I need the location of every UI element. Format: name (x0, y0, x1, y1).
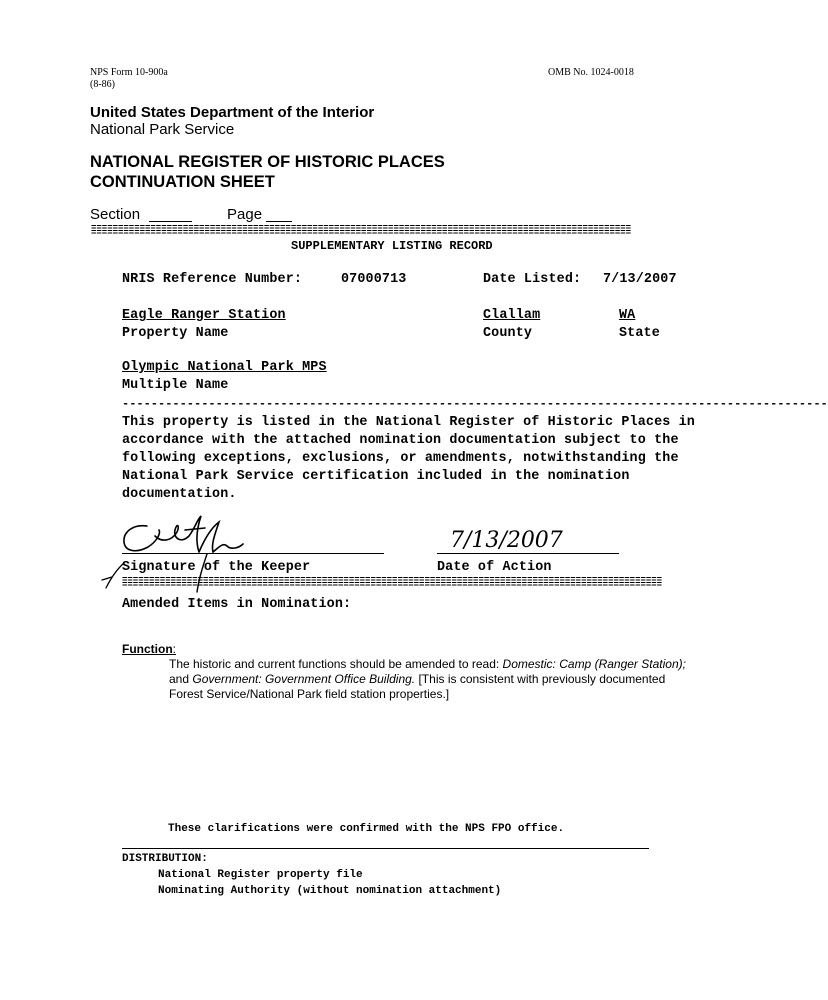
keeper-label: Signature of the Keeper (122, 560, 311, 575)
action-date-line (437, 553, 619, 554)
amendments-heading: Amended Items in Nomination: (122, 597, 352, 612)
county-label: County (483, 326, 533, 341)
state-label: State (619, 326, 660, 341)
header-separator: ==================================================================================================== ==================================================================================================== (91, 223, 632, 238)
keeper-signature (115, 508, 300, 606)
confirmation-note: These clarifications were confirmed with the NPS FPO office. (168, 823, 565, 835)
distribution-item: Nominating Authority (without nomination attachment) (158, 885, 502, 897)
statement-separator: -------------------------------------------------------------------------------------------------- (122, 397, 828, 411)
date-listed-value: 7/13/2007 (603, 272, 677, 287)
section-label: Section (90, 206, 141, 223)
multiple-name-value: Olympic National Park MPS (122, 360, 327, 375)
form-date: (8-86) (90, 79, 115, 90)
function-amendment-text: The historic and current functions should be amended to read: Domestic: Camp (Ranger Station); and Government: Government Office Building. [This is consistent with previously documented Forest Service/National Park field station properties.] (169, 657, 686, 701)
signature-line (122, 553, 384, 554)
nris-value: 07000713 (341, 272, 407, 287)
record-heading: SUPPLEMENTARY LISTING RECORD (291, 239, 493, 253)
amend-separator: ==================================================================================================== ==================================================================================================== (122, 575, 663, 590)
distribution-rule (122, 848, 649, 849)
section-blank (149, 221, 192, 222)
county-value: Clallam (483, 308, 541, 323)
form-number: NPS Form 10-900a (90, 67, 168, 78)
handwritten-action-date: 7/13/2007 (450, 528, 563, 553)
nris-label: NRIS Reference Number: (122, 272, 303, 287)
state-value: WA (619, 308, 636, 323)
department-name: United States Department of the Interior (90, 104, 375, 121)
distribution-item: National Register property file (158, 869, 363, 881)
action-date-label: Date of Action (437, 560, 552, 575)
page-blank (266, 221, 292, 222)
form-subtitle: CONTINUATION SHEET (90, 173, 275, 191)
omb-number: OMB No. 1024-0018 (548, 67, 634, 78)
agency-name: National Park Service (90, 121, 235, 138)
property-name-value: Eagle Ranger Station (122, 308, 286, 323)
multiple-name-label: Multiple Name (122, 378, 229, 393)
distribution-heading: DISTRIBUTION: (122, 853, 208, 865)
page-label: Page (227, 206, 263, 223)
form-title: NATIONAL REGISTER OF HISTORIC PLACES (90, 153, 445, 171)
listing-statement: This property is listed in the National Register of Historic Places in accordance with the attached nomination documentation subject to the following exceptions, exclusions, or amendments, notwithstanding the National Park Service certification included in the nomination documentation. (122, 415, 695, 502)
property-name-label: Property Name (122, 326, 229, 341)
function-label: Function: (122, 642, 176, 656)
date-listed-label: Date Listed: (483, 272, 582, 287)
